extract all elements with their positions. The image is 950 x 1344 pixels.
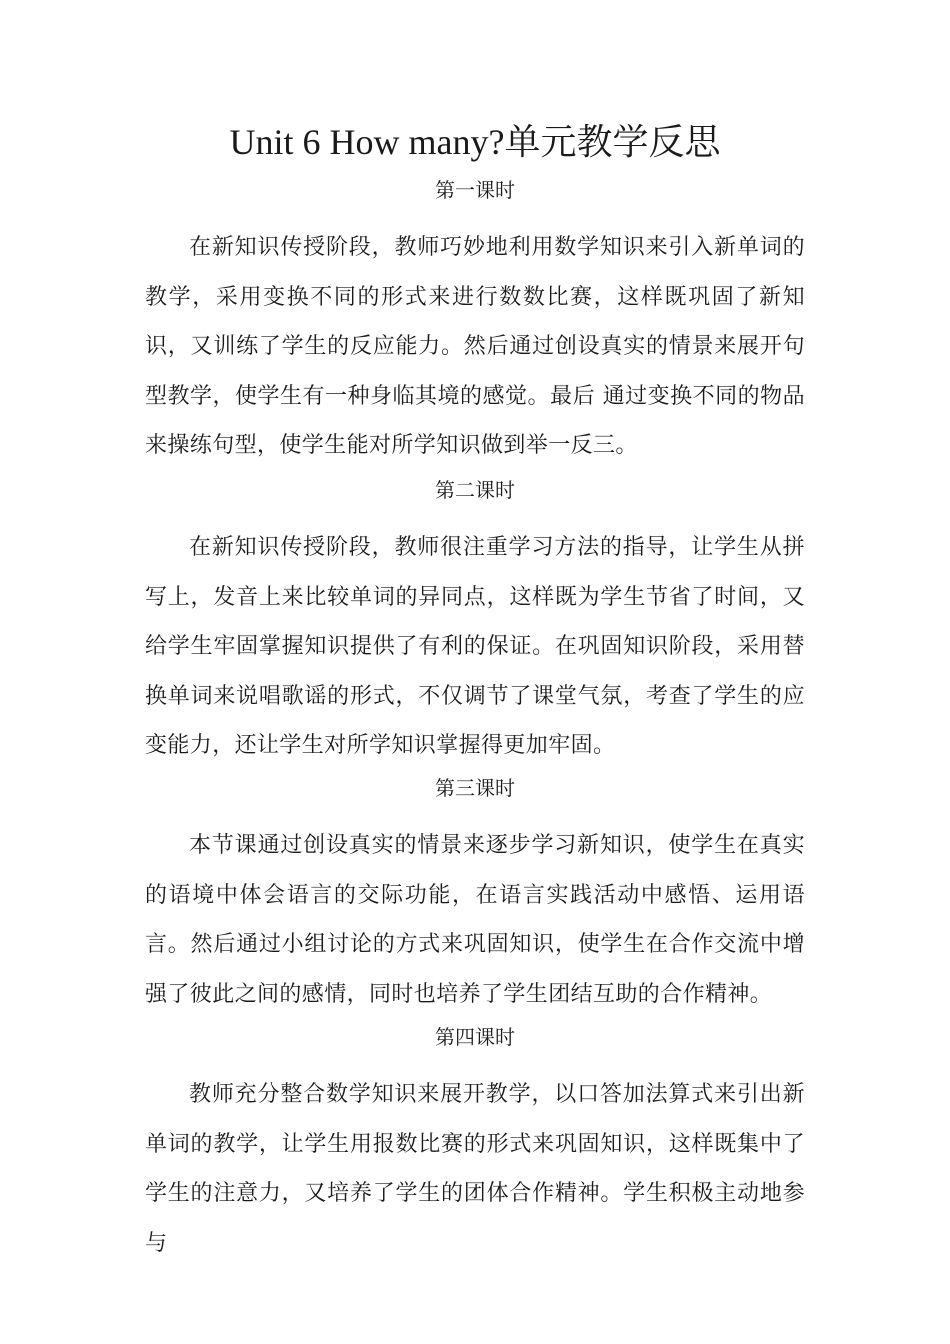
lesson-section-4 [145,1022,805,1268]
document-title: Unit 6 How many?单元教学反思 [229,122,721,162]
section-paragraph: 在新知识传授阶段，教师巧妙地利用数学知识来引入新单词的教学，采用变换不同的形式来进行数数比赛，这样既巩固了新知识，又训练了学生的反应能力。然后通过创设真实的情景来展开句型教学，使学生有一种身临其境的感觉。最后 通过变换不同的物品来操练句型，使学生能对所学知识做到举一反三。 [145,235,805,458]
section-heading: 第三课时 [435,776,515,800]
section-heading: 第一课时 [435,178,515,202]
lesson-section-3 [145,773,805,1019]
lesson-section-1 [145,175,805,471]
section-paragraph: 本节课通过创设真实的情景来逐步学习新知识，使学生在真实的语境中体会语言的交际功能，在语言实践活动中感悟、运用语言。然后通过小组讨论的方式来巩固知识，使学生在合作交流中增强了彼此之间的感情，同时也培养了学生团结互助的合作精神。 [145,833,805,1007]
section-heading: 第二课时 [435,478,515,502]
section-heading: 第四课时 [435,1025,515,1049]
section-paragraph: 教师充分整合数学知识来展开教学，以口答加法算式来引出新单词的教学，让学生用报数比赛的形式来巩固知识，这样既集中了学生的注意力，又培养了学生的团体合作精神。学生积极主动地参与 [145,1082,805,1256]
section-paragraph: 在新知识传授阶段，教师很注重学习方法的指导，让学生从拼写上，发音上来比较单词的异同点，这样既为学生节省了时间，又给学生牢固掌握知识提供了有利的保证。在巩固知识阶段，采用替换单词来说唱歌谣的形式，不仅调节了课堂气氛，考查了学生的应变能力，还让学生对所学知识掌握得更加牢固。 [145,535,805,758]
lesson-section-2 [145,475,805,771]
